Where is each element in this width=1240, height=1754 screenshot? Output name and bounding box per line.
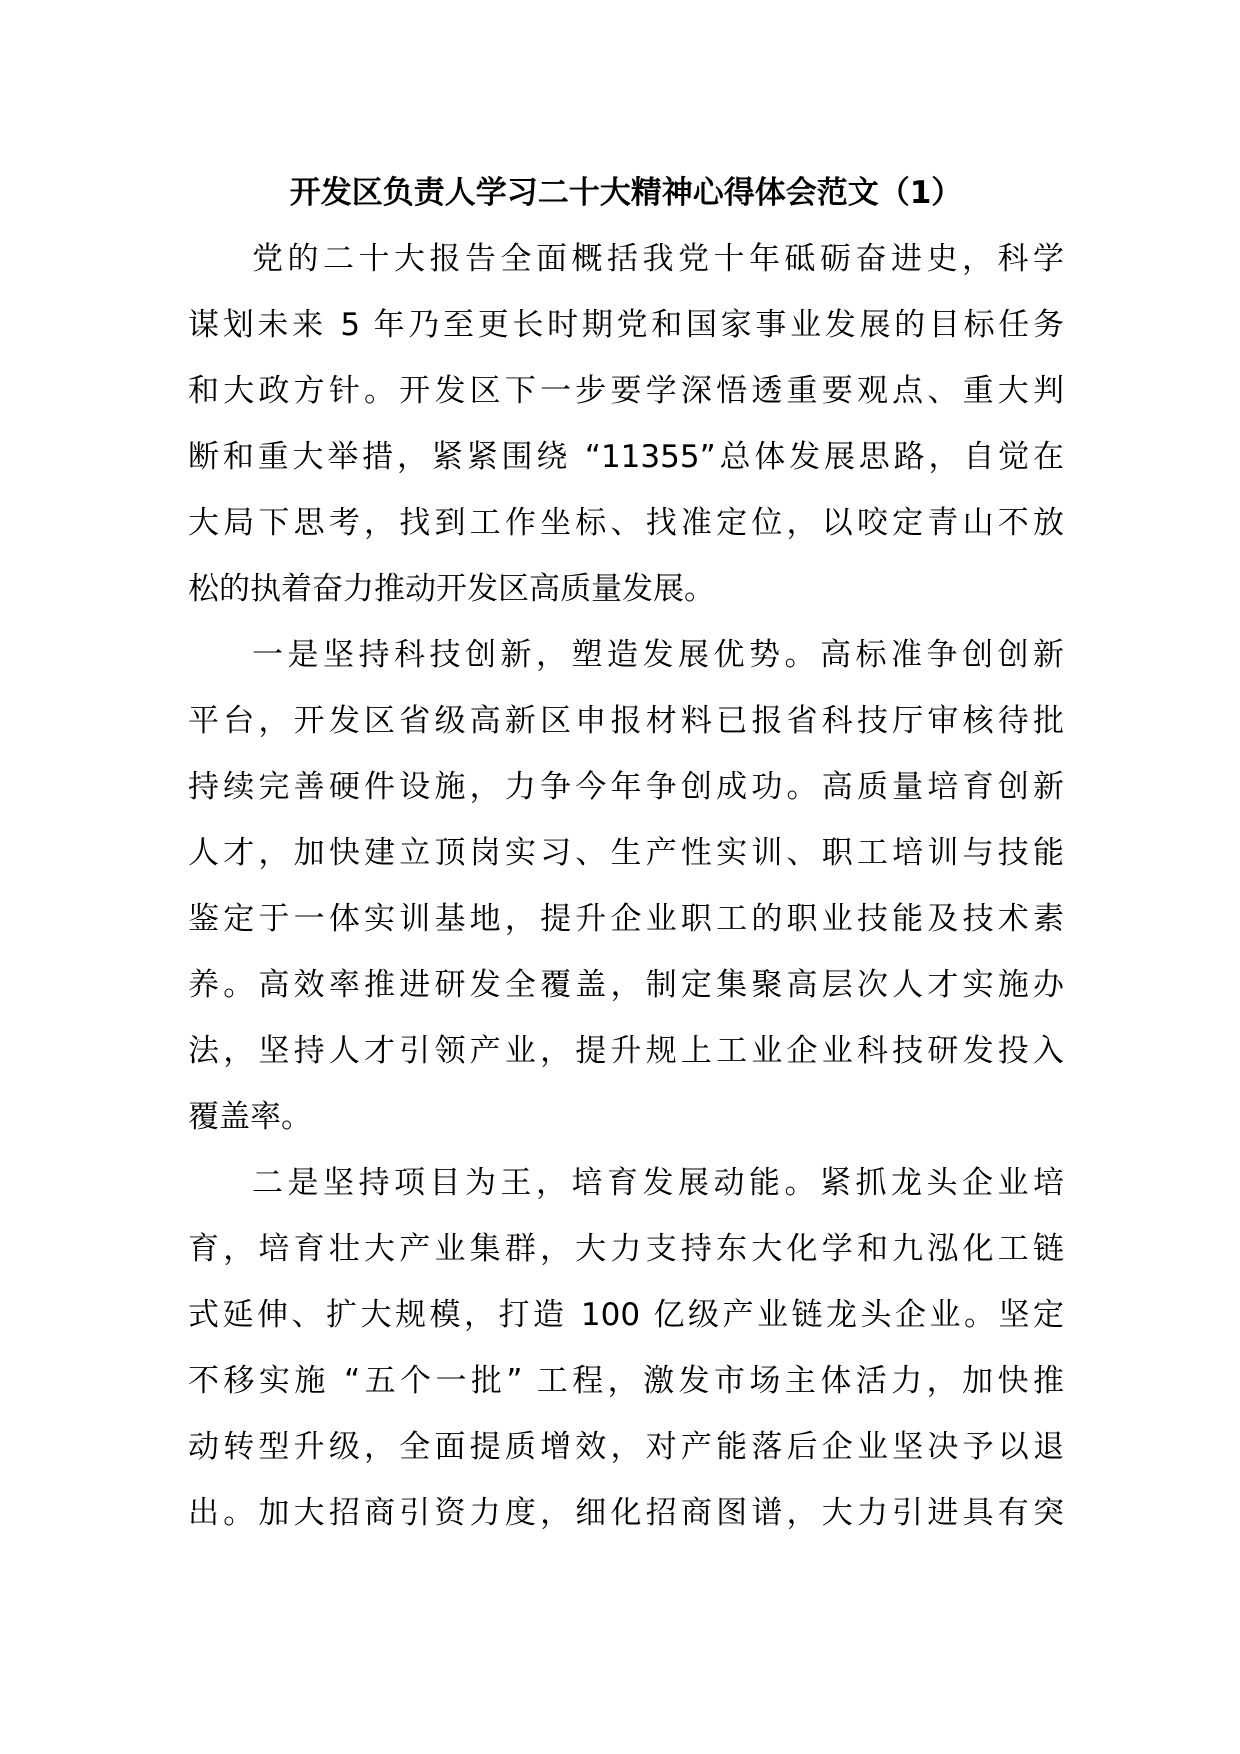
paragraph-line: 平台，开发区省级高新区申报材料已报省科技厅审核待批 [188, 703, 1064, 739]
paragraph-line: 党的二十大报告全面概括我党十年砥砺奋进史，科学 [252, 241, 1064, 277]
paragraph-line: 断和重大举措，紧紧围绕 “11355”总体发展思路，自觉在 [188, 439, 1064, 475]
paragraph-line: 松的执着奋力推动开发区高质量发展。 [188, 571, 715, 607]
document-title: 开发区负责人学习二十大精神心得体会范文（1） [289, 175, 963, 211]
paragraph-line: 人才，加快建立顶岗实习、生产性实训、职工培训与技能 [188, 835, 1064, 871]
paragraph-3 [188, 1150, 1064, 1546]
paragraph-2 [188, 622, 1064, 1150]
paragraph-line: 育，培育壮大产业集群，大力支持东大化学和九泓化工链 [188, 1231, 1064, 1267]
paragraph-line: 二是坚持项目为王，培育发展动能。紧抓龙头企业培 [252, 1165, 1064, 1201]
paragraph-line: 不移实施 “五个一批” 工程，激发市场主体活力，加快推 [188, 1363, 1064, 1399]
paragraph-line: 谋划未来 5 年乃至更长时期党和国家事业发展的目标任务 [188, 307, 1064, 343]
paragraph-line: 持续完善硬件设施，力争今年争创成功。高质量培育创新 [188, 769, 1064, 805]
paragraph-line: 覆盖率。 [188, 1099, 312, 1135]
paragraph-line: 一是坚持科技创新，塑造发展优势。高标准争创创新 [252, 637, 1064, 673]
paragraph-line: 出。加大招商引资力度，细化招商图谱，大力引进具有突 [188, 1495, 1064, 1531]
paragraph-line: 大局下思考，找到工作坐标、找准定位，以咬定青山不放 [188, 505, 1064, 541]
paragraph-1 [188, 226, 1064, 622]
paragraph-line: 和大政方针。开发区下一步要学深悟透重要观点、重大判 [188, 373, 1064, 409]
paragraph-line: 法，坚持人才引领产业，提升规上工业企业科技研发投入 [188, 1033, 1064, 1069]
paragraph-line: 式延伸、扩大规模，打造 100 亿级产业链龙头企业。坚定 [188, 1297, 1064, 1333]
paragraph-line: 动转型升级，全面提质增效，对产能落后企业坚决予以退 [188, 1429, 1064, 1465]
paragraph-line: 养。高效率推进研发全覆盖，制定集聚高层次人才实施办 [188, 967, 1064, 1003]
paragraph-line: 鉴定于一体实训基地，提升企业职工的职业技能及技术素 [188, 901, 1064, 937]
document-page [188, 160, 1064, 1546]
